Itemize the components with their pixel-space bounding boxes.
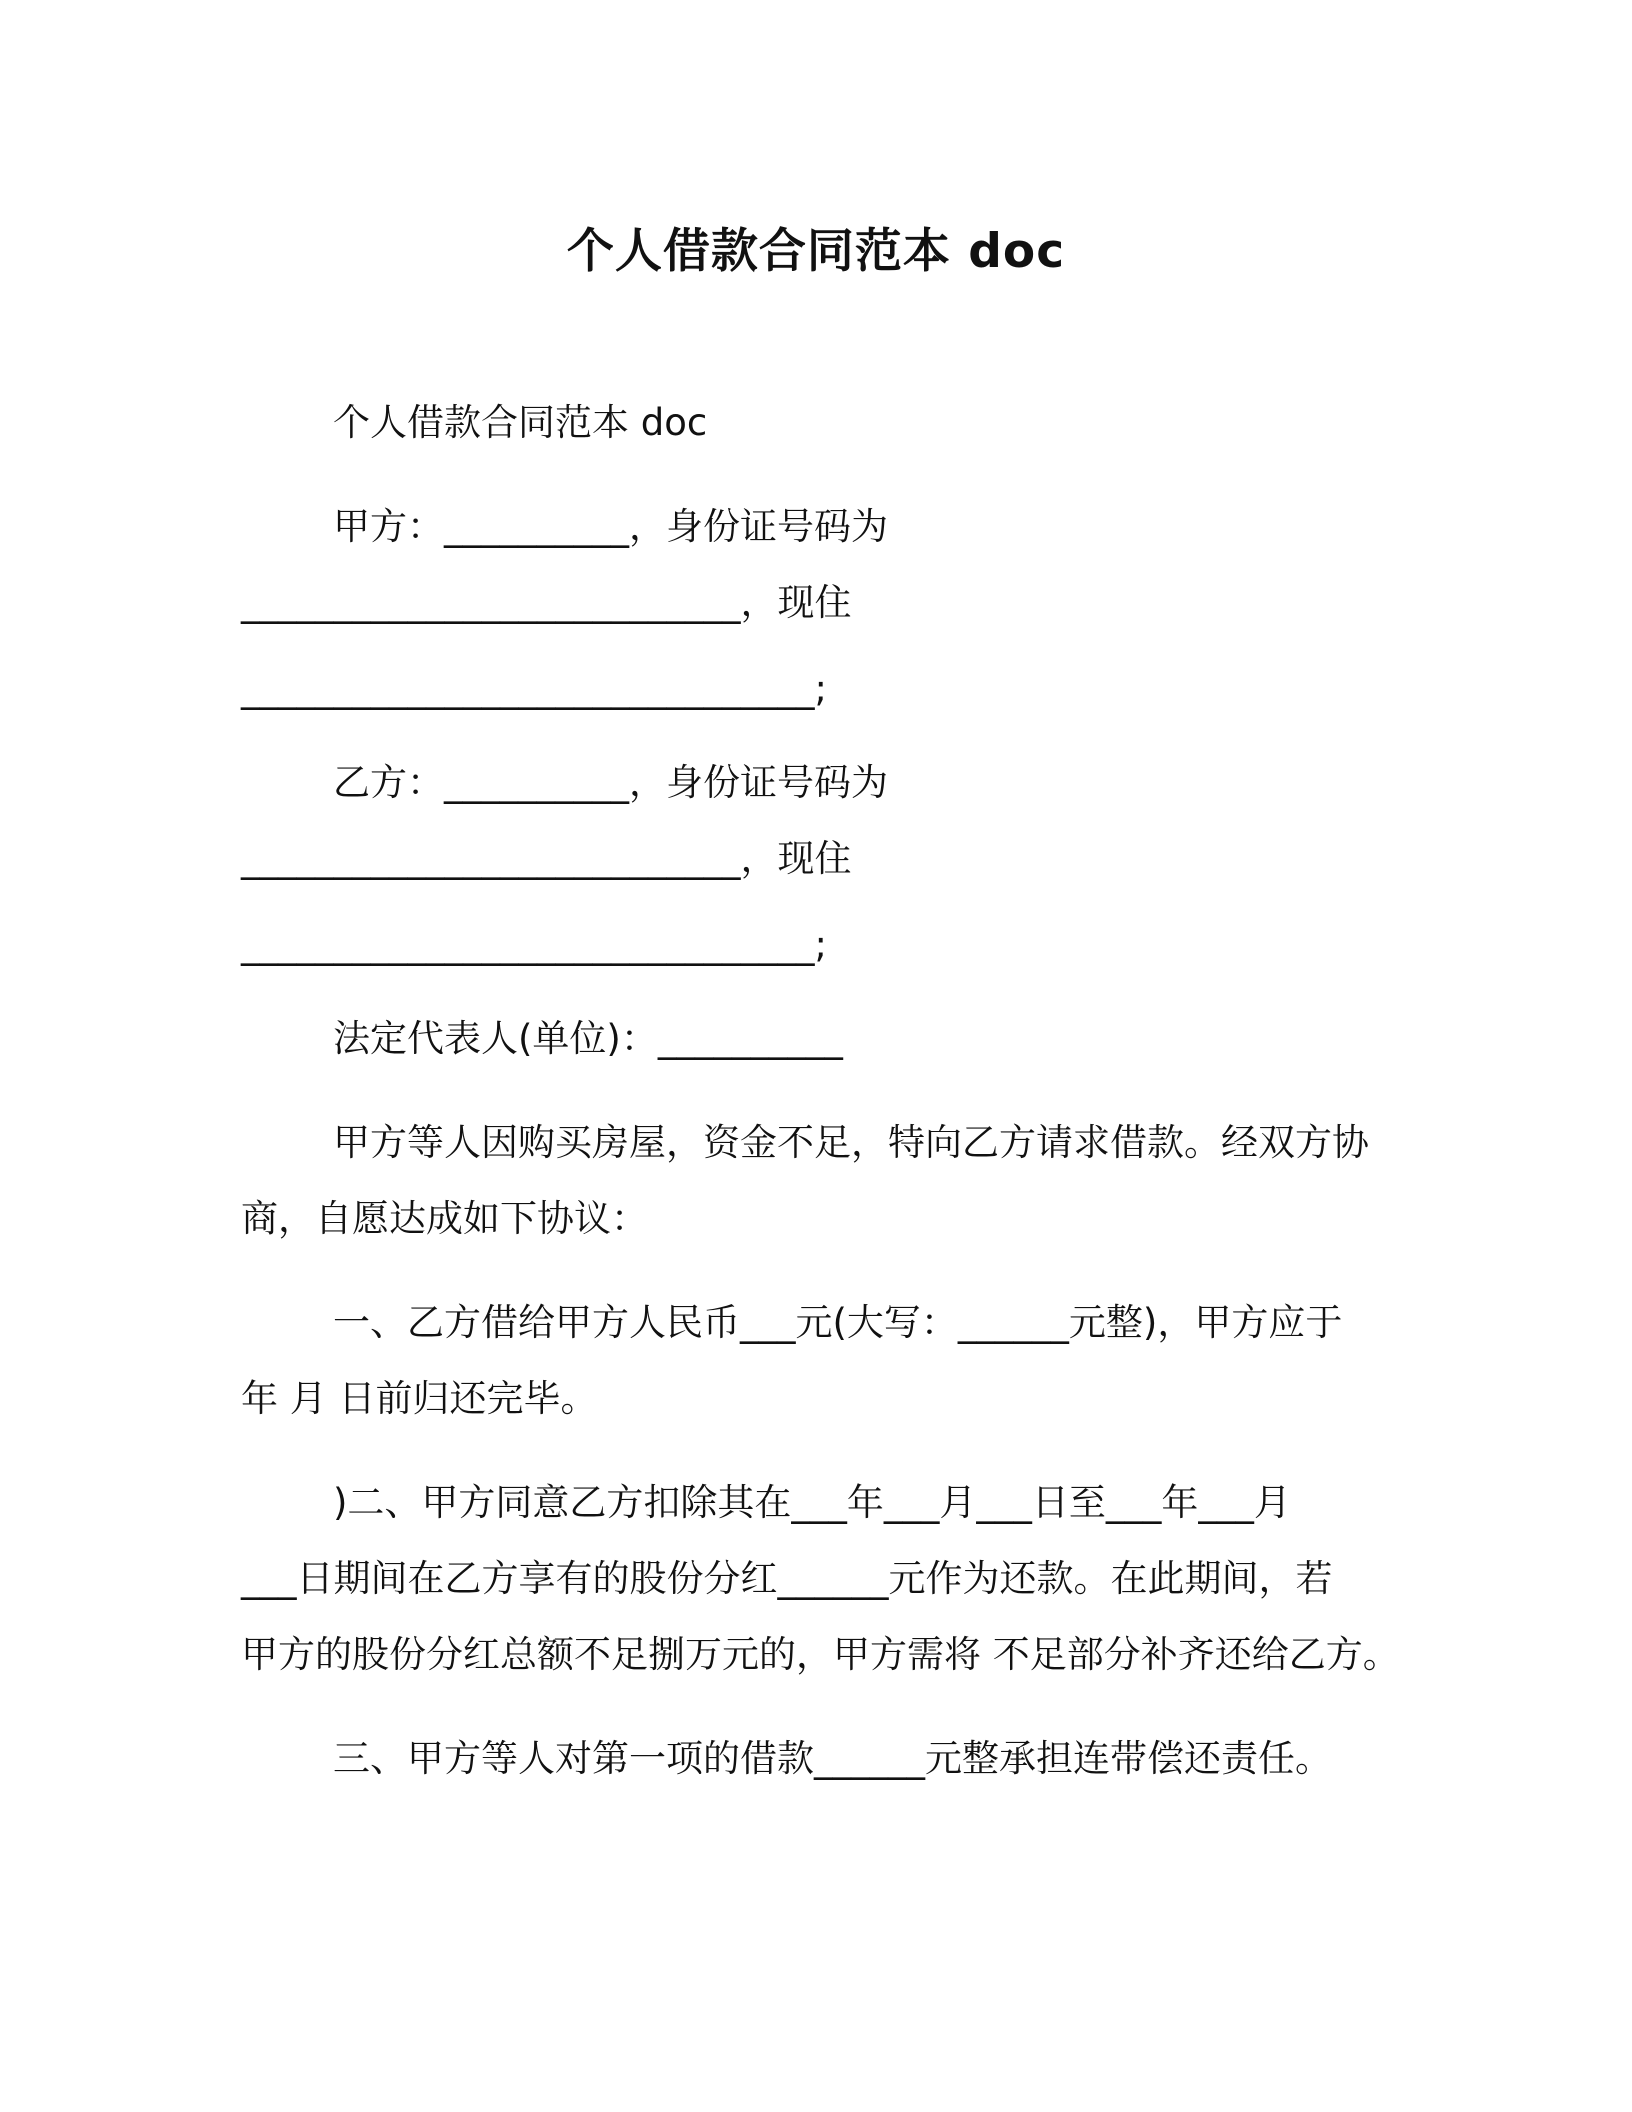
party-b-line-1: 乙方：__________，身份证号码为 (333, 761, 888, 804)
clause-2-line-1: )二、甲方同意乙方扣除其在___年___月___日至___年___月 (333, 1481, 1291, 1524)
preamble-line-1: 甲方等人因购买房屋，资金不足，特向乙方请求借款。经双方协 (333, 1121, 1369, 1164)
party-a-line-1: 甲方：__________，身份证号码为 (333, 505, 888, 548)
clause-2-line-3: 甲方的股份分红总额不足捌万元的，甲方需将 不足部分补齐还给乙方。 (241, 1633, 1400, 1676)
clause-1-line-1: 一、乙方借给甲方人民币___元(大写：______元整)，甲方应于 (333, 1301, 1343, 1344)
party-a-line-2: ___________________________，现住 (241, 581, 852, 624)
party-a-line-3: _______________________________; (241, 667, 827, 710)
party-b-line-3: _______________________________; (241, 923, 827, 966)
clause-2-line-2: ___日期间在乙方享有的股份分红______元作为还款。在此期间，若 (241, 1557, 1333, 1600)
preamble-line-2: 商，自愿达成如下协议： (241, 1197, 648, 1240)
legal-representative-line: 法定代表人(单位)：__________ (333, 1017, 843, 1060)
clause-1-line-2: 年 月 日前归还完毕。 (241, 1377, 598, 1420)
document-title: 个人借款合同范本 doc (566, 224, 1066, 279)
clause-3-line-1: 三、甲方等人对第一项的借款______元整承担连带偿还责任。 (333, 1737, 1332, 1780)
document-subtitle: 个人借款合同范本 doc (333, 401, 708, 444)
party-b-line-2: ___________________________，现住 (241, 837, 852, 880)
